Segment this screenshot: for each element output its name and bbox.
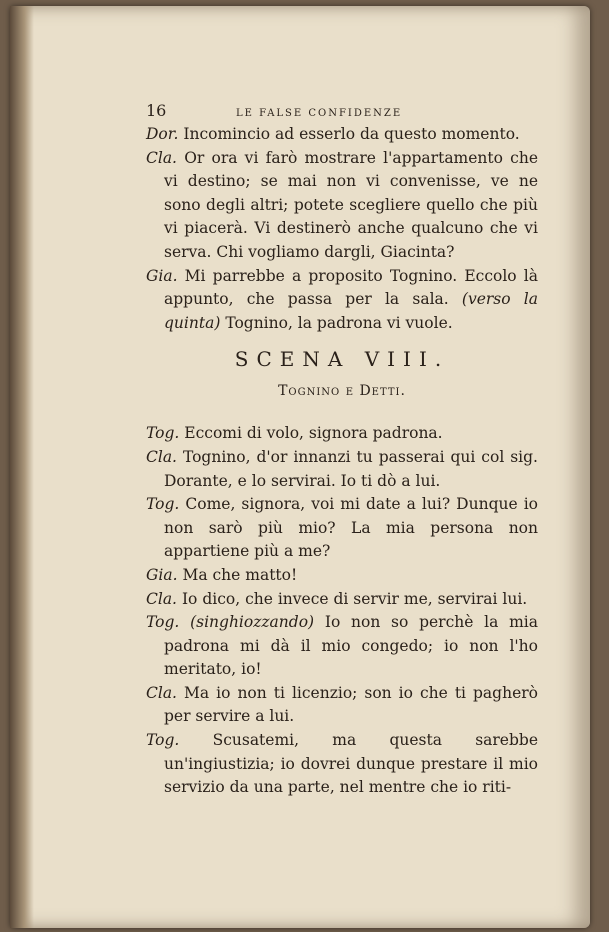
stage-direction: (verso la quinta) [164,290,538,332]
speech-text: Ma che matto! [182,565,298,584]
text-block [146,99,538,800]
running-header [146,99,538,123]
speech-text: Come, signora, voi mi date a lui? Dunque io non sarò più mio? La mia persona non appartiene più a me? [164,495,538,561]
scene-cast: Tognino e Detti. [278,383,406,400]
stage-direction: (singhiozzando) [190,613,315,632]
speech-text: Or ora vi farò mostrare l'appartamento che vi destino; se mai non vi convenisse, ve ne sono degli altri; potete scegliere quello che più vi piacerà. Vi destinerò anche qualcuno che vi serva. Chi vogliamo dargli, Giacinta? [164,148,538,261]
speech-text: Tognino, la padrona vi vuole. [225,313,453,332]
speaker-label: Cla. [146,447,177,466]
speech-line [146,147,538,265]
speech-text: Io dico, che invece di servir me, servirai lui. [181,589,528,608]
speaker-label: Cla. [146,148,177,167]
speaker-label: Cla. [146,683,177,702]
speaker-label: Dor. [146,125,179,143]
speaker-label: Gia. [146,266,178,285]
speech-line [146,446,538,493]
speech-text: Tognino, d'or innanzi tu passerai qui col sig. Dorante, e lo servirai. Io ti dò a lui. [164,447,538,490]
speech-line [146,265,538,336]
speech-line [146,611,538,682]
speech-line [146,588,538,612]
book-page [10,6,590,928]
speech-text: Mi parrebbe a proposito Tognino. Eccolo là appunto, che passa per la sala. [164,266,538,309]
speaker-label: Gia. [146,565,178,584]
speech-text: Incomincio ad esserlo da questo momento. [183,125,520,143]
speech-line [146,729,538,800]
scene-heading: SCENA VIII. [234,347,450,372]
speaker-label: Tog. [146,424,180,443]
speaker-label: Tog. [146,613,180,632]
speech-line [146,564,538,588]
speaker-label: Tog. [146,495,180,514]
speech-line [146,422,538,446]
speech-line [146,682,538,729]
page-number: 16 [146,101,167,120]
speaker-label: Cla. [146,589,177,608]
book-spine-shadow [10,6,34,928]
speech-line [146,123,538,147]
speech-line [146,493,538,564]
running-title: LE FALSE CONFIDENZE [236,108,403,119]
speech-text: Eccomi di volo, signora padrona. [184,424,443,443]
speech-text: Io non so perchè la mia padrona mi dà il mio congedo; io non l'ho meritato, io! [164,613,538,679]
speaker-label: Tog. [146,731,180,750]
speech-text: Scusatemi, ma questa sarebbe un'ingiustizia; io dovrei dunque prestare il mio servizio da una parte, nel mentre che io riti- [164,731,538,797]
speech-text: Ma io non ti licenzio; son io che ti pagherò per servire a lui. [164,683,538,726]
